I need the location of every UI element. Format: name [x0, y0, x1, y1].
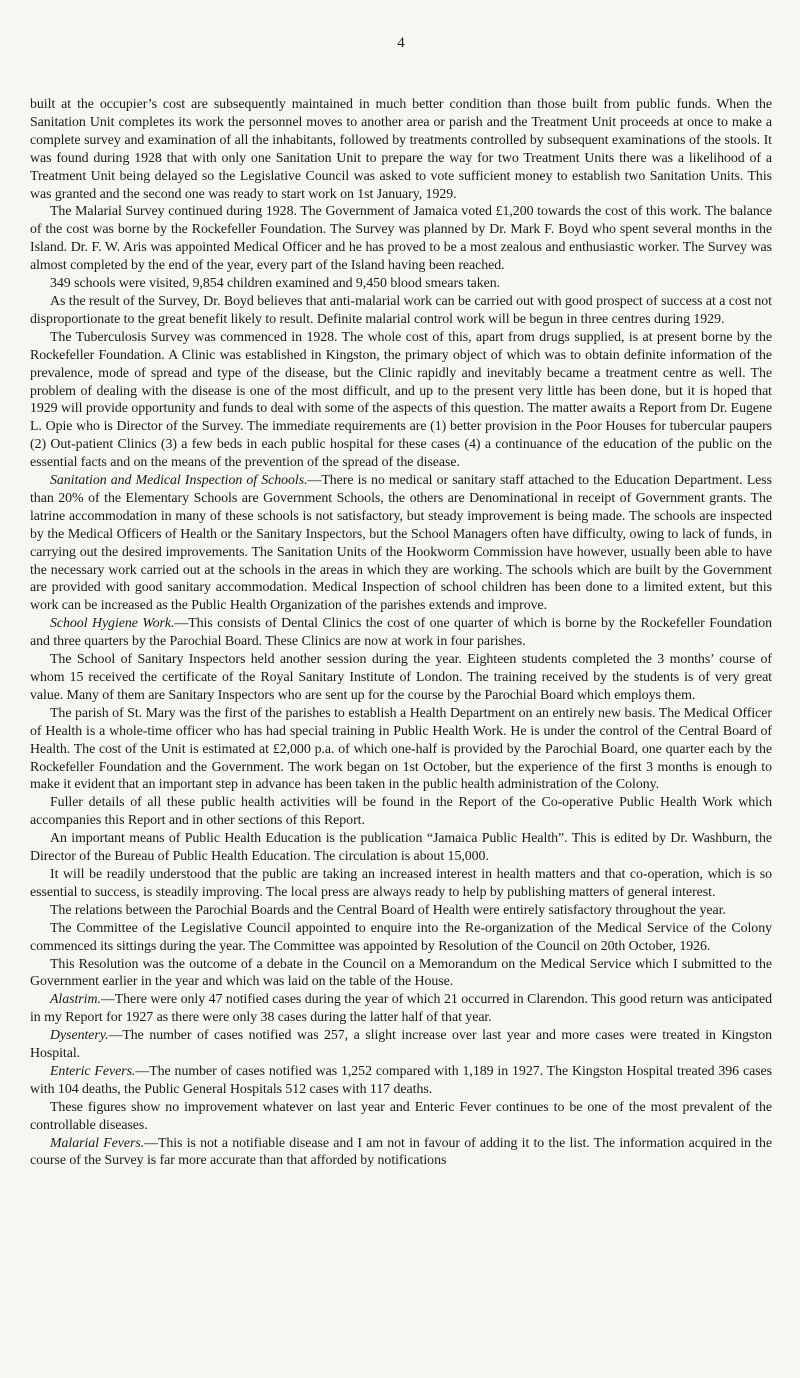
paragraph — [30, 991, 772, 1027]
paragraph — [30, 902, 772, 920]
paragraph — [30, 920, 772, 956]
section-heading: Alastrim. — [50, 992, 101, 1008]
paragraph — [30, 1099, 772, 1135]
paragraph-text: —This is not a notifiable disease and I am not in favour of adding it to the list. The information acquired in the course of the Survey is far more accurate than that afforded by notifications — [30, 1135, 772, 1169]
paragraph — [30, 651, 772, 705]
paragraph — [30, 830, 772, 866]
paragraph — [30, 1063, 772, 1099]
paragraph-text: —There is no medical or sanitary staff attached to the Education Department. Less than 20% of the Elementary Schools are Government Schools, the others are Denominational in receipt of Government grants. The latrine accommodation in many of these schools is not satisfactory, but steady improvement is being made. The schools are inspected by the Medical Officers of Health or the Sanitary Inspectors, but the School Managers often have difficulty, owing to lack of funds, in carrying out the desired improvements. The Sanitation Units of the Hookworm Commission have however, usually been able to have the necessary work carried out at the schools in the areas in which they are working. The schools which are built by the Government are provided with good sanitary accommodation. Medical Inspection of school children has been done to a limited extent, but this work can be increased as the Public Health Organization of the parishes extends and improve. — [30, 473, 772, 614]
section-heading: Enteric Fevers. — [50, 1063, 136, 1079]
paragraph-text: As the result of the Survey, Dr. Boyd believes that anti-malarial work can be carried out with good prospect of success at a cost not disproportionate to the great benefit likely to result. Definite malarial control work will be begun in three centres during 1929. — [30, 293, 772, 327]
paragraph — [30, 96, 772, 203]
section-heading: Dysentery. — [50, 1028, 109, 1044]
paragraph-text: The Tuberculosis Survey was commenced in 1928. The whole cost of this, apart from drugs supplied, is at present borne by the Rockefeller Foundation. A Clinic was established in Kingston, the primary object of which was to obtain definite information of the prevalence, mode of spread and type of the disease, but the Clinic rapidly and inevitably became a treatment centre as well. The problem of dealing with the disease is one of the most difficult, and up to the present very little has been done, but it is hoped that 1929 will provide opportunity and funds to deal with some of the aspects of this question. The matter awaits a Report from Dr. Eugene L. Opie who is Director of the Survey. The immediate requirements are (1) better provision in the Poor Houses for tubercular paupers (2) Out-patient Clinics (3) a few beds in each public hospital for these cases (4) a continuance of the education of the public on the essential facts and on the means of the prevention of the spread of the disease. — [30, 329, 772, 471]
paragraph-text: —The number of cases notified was 1,252 compared with 1,189 in 1927. The Kingston Hospital treated 396 cases with 104 deaths, the Public General Hospitals 512 cases with 117 deaths. — [30, 1063, 773, 1097]
section-heading: School Hygiene Work. — [50, 616, 175, 632]
paragraph-text: The Committee of the Legislative Council appointed to enquire into the Re-organization of the Medical Service of the Colony commenced its sittings during the year. The Committee was appointed by Resolution of the Council on 20th October, 1926. — [30, 920, 772, 954]
paragraph-text: —There were only 47 notified cases during the year of which 21 occurred in Clarendon. This good return was anticipated in my Report for 1927 as there were only 38 cases during the latter half of that year. — [30, 992, 772, 1026]
paragraph-text: These figures show no improvement whatever on last year and Enteric Fever continues to be one of the most prevalent of the controllable diseases. — [30, 1099, 772, 1133]
paragraph-text: —This consists of Dental Clinics the cost of one quarter of which is borne by the Rockefeller Foundation and three quarters by the Parochial Board. These Clinics are now at work in four parishes. — [30, 616, 772, 650]
paragraph-text: This Resolution was the outcome of a debate in the Council on a Memorandum on the Medical Service which I submitted to the Government earlier in the year and which was laid on the table of the House. — [30, 956, 772, 990]
paragraph — [30, 705, 772, 795]
paragraph-text: Fuller details of all these public health activities will be found in the Report of the Co-operative Public Health Work which accompanies this Report and in other sections of this Report. — [30, 795, 772, 829]
paragraph — [30, 293, 772, 329]
paragraph — [30, 203, 772, 275]
paragraph — [30, 1027, 772, 1063]
paragraph-text: The relations between the Parochial Boards and the Central Board of Health were entirely satisfactory throughout the year. — [50, 902, 726, 918]
section-heading: Sanitation and Medical Inspection of Schools. — [50, 473, 308, 489]
paragraph — [30, 794, 772, 830]
paragraph-text: An important means of Public Health Education is the publication “Jamaica Public Health”. This is edited by Dr. Washburn, the Director of the Bureau of Public Health Education. The circulation is about 15,000. — [30, 831, 772, 865]
paragraph-text: built at the occupier’s cost are subsequently maintained in much better condition than those built from public funds. When the Sanitation Unit completes its work the personnel moves to another area or parish and the Treatment Unit proceeds at once to make a complete survey and examination of all the inhabitants, followed by treatments controlled by subsequent examinations of the stools. It was found during 1928 that with only one Sanitation Unit to prepare the way for two Treatment Units there was a likelihood of a Treatment Unit being delayed so the Legislative Council was asked to vote sufficient money to establish two Sanitation Units. This was granted and the second one was ready to start work on 1st January, 1929. — [30, 97, 772, 202]
paragraph — [30, 472, 772, 615]
paragraph-text: It will be readily understood that the public are taking an increased interest in health matters and that co-operation, which is so essential to success, is steadily improving. The local press are always ready to help by publishing matters of general interest. — [30, 866, 772, 900]
paragraph-text: 349 schools were visited, 9,854 children examined and 9,450 blood smears taken. — [50, 276, 501, 292]
paragraph-text: The School of Sanitary Inspectors held another session during the year. Eighteen students completed the 3 months’ course of whom 15 received the certificate of the Royal Sanitary Institute of London. The training received by the students is of very great value. Many of them are Sanitary Inspectors who are sent up for the course by the Parochial Board which employs them. — [30, 652, 772, 703]
paragraph — [30, 956, 772, 992]
paragraph-text: The Malarial Survey continued during 1928. The Government of Jamaica voted £1,200 towards the cost of this work. The balance of the cost was borne by the Rockefeller Foundation. The Survey was planned by Dr. Mark F. Boyd who spent several months in the Island. Dr. F. W. Aris was appointed Medical Officer and he has proved to be a most zealous and enthusiastic worker. The Survey was almost completed by the end of the year, every part of the Island having been reached. — [30, 204, 772, 274]
paragraph — [30, 329, 772, 472]
paragraph-text: —The number of cases notified was 257, a slight increase over last year and more cases were treated in Kingston Hospital. — [30, 1028, 772, 1062]
paragraph-text: The parish of St. Mary was the first of the parishes to establish a Health Department on an entirely new basis. The Medical Officer of Health is a whole-time officer who has had special training in Public Health Work. He is under the control of the Central Board of Health. The cost of the Unit is estimated at £2,000 p.a. of which one-half is provided by the Parochial Board, one quarter each by the Rockefeller Foundation and the Government. The work began on 1st October, but the experience of the first 3 months is enough to make it evident that an important step in advance has been taken in the public health administration of the Colony. — [30, 705, 772, 793]
section-heading: Malarial Fevers. — [50, 1135, 145, 1151]
paragraph — [30, 1135, 772, 1171]
paragraph — [30, 866, 772, 902]
page-number: 4 — [397, 35, 405, 51]
paragraph — [30, 275, 772, 293]
paragraph — [30, 615, 772, 651]
